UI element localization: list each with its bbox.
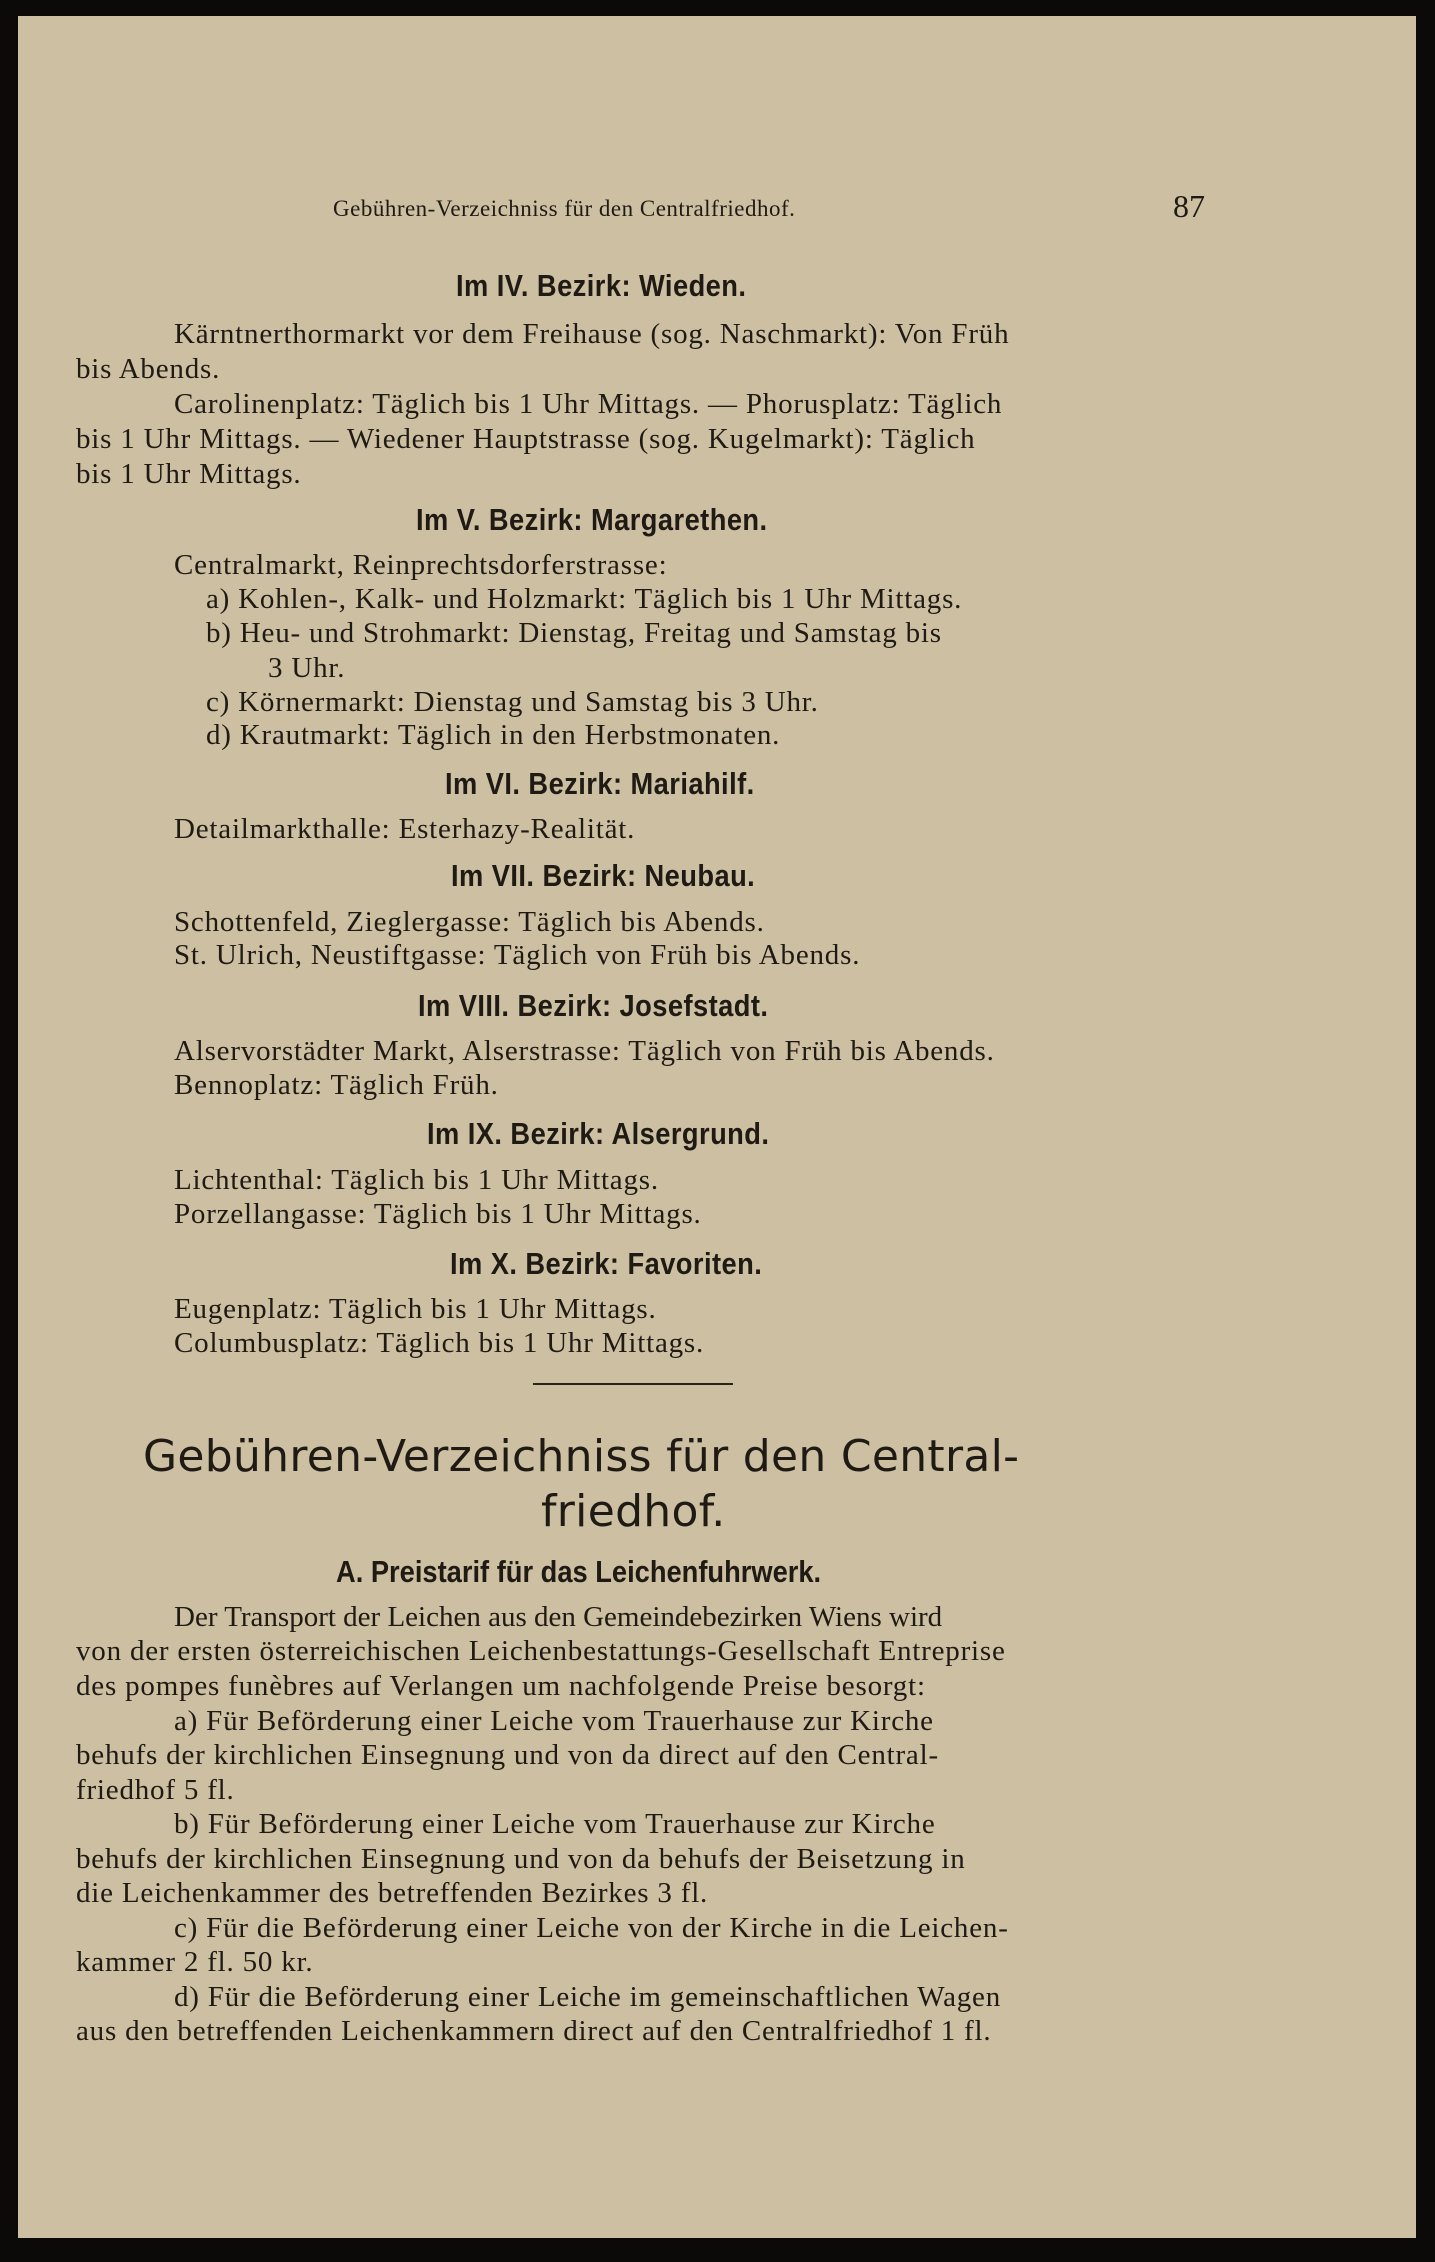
section-line-4: a) Für Beförderung einer Leiche vom Trauerhause zur Kirche (174, 1705, 934, 1737)
district-heading-v: Im V. Bezirk: Margarethen. (416, 502, 768, 537)
district-heading-vii: Im VII. Bezirk: Neubau. (451, 858, 756, 893)
divider-rule (533, 1383, 733, 1385)
district-v-line-4: 3 Uhr. (268, 652, 346, 684)
district-viii-line-1: Alservorstädter Markt, Alserstrasse: Täglich von Früh bis Abends. (174, 1035, 995, 1067)
running-title: Gebühren-Verzeichniss für den Centralfriedhof. (333, 196, 796, 221)
district-heading-vi: Im VI. Bezirk: Mariahilf. (445, 766, 755, 801)
section-line-9: die Leichenkammer des betreffenden Bezirkes 3 fl. (76, 1877, 709, 1909)
section-line-11: kammer 2 fl. 50 kr. (76, 1946, 314, 1978)
section-line-6: friedhof 5 fl. (76, 1774, 235, 1806)
district-v-line-1: Centralmarkt, Reinprechtsdorferstrasse: (174, 549, 668, 581)
section-title-line-2: friedhof. (541, 1486, 726, 1537)
district-v-line-6: d) Krautmarkt: Täglich in den Herbstmonaten. (206, 719, 781, 751)
district-vi-line-1: Detailmarkthalle: Esterhazy-Realität. (174, 813, 636, 845)
section-subheading: A. Preistarif für das Leichenfuhrwerk. (336, 1554, 822, 1589)
district-v-line-5: c) Körnermarkt: Dienstag und Samstag bis 3 Uhr. (206, 686, 819, 718)
district-x-line-1: Eugenplatz: Täglich bis 1 Uhr Mittags. (174, 1293, 657, 1325)
district-heading-ix: Im IX. Bezirk: Alsergrund. (427, 1116, 770, 1151)
section-line-10: c) Für die Beförderung einer Leiche von der Kirche in die Leichen- (174, 1912, 1009, 1944)
district-heading-viii: Im VIII. Bezirk: Josefstadt. (418, 988, 769, 1023)
section-line-8: behufs der kirchlichen Einsegnung und von da behufs der Beisetzung in (76, 1843, 966, 1875)
district-heading-x: Im X. Bezirk: Favoriten. (450, 1246, 763, 1281)
district-vii-line-2: St. Ulrich, Neustiftgasse: Täglich von Früh bis Abends. (174, 939, 861, 971)
district-ix-line-2: Porzellangasse: Täglich bis 1 Uhr Mittags. (174, 1198, 702, 1230)
district-iv-line-1: Kärntnerthormarkt vor dem Freihause (sog. Naschmarkt): Von Früh (174, 318, 1010, 350)
district-v-line-3: b) Heu- und Strohmarkt: Dienstag, Freitag und Samstag bis (206, 617, 942, 649)
section-line-5: behufs der kirchlichen Einsegnung und von da direct auf den Central- (76, 1739, 939, 1771)
district-vii-line-1: Schottenfeld, Zieglergasse: Täglich bis Abends. (174, 906, 765, 938)
section-title-line-1: Gebühren-Verzeichniss für den Central- (143, 1431, 1020, 1482)
book-page (18, 16, 1416, 2238)
section-line-1: Der Transport der Leichen aus den Gemeindebezirken Wiens wird (174, 1601, 943, 1633)
district-v-line-2: a) Kohlen-, Kalk- und Holzmarkt: Täglich bis 1 Uhr Mittags. (206, 583, 963, 615)
section-line-13: aus den betreffenden Leichenkammern direct auf den Centralfriedhof 1 fl. (76, 2015, 992, 2047)
district-iv-line-4: bis 1 Uhr Mittags. — Wiedener Hauptstrasse (sog. Kugelmarkt): Täglich (76, 423, 976, 455)
district-heading-iv: Im IV. Bezirk: Wieden. (456, 268, 747, 303)
district-iv-line-5: bis 1 Uhr Mittags. (76, 458, 302, 490)
district-iv-line-3: Carolinenplatz: Täglich bis 1 Uhr Mittags. — Phorusplatz: Täglich (174, 388, 1003, 420)
district-ix-line-1: Lichtenthal: Täglich bis 1 Uhr Mittags. (174, 1164, 659, 1196)
section-line-12: d) Für die Beförderung einer Leiche im gemeinschaftlichen Wagen (174, 1981, 1002, 2013)
section-line-3: des pompes funèbres auf Verlangen um nachfolgende Preise besorgt: (76, 1670, 926, 1702)
district-viii-line-2: Bennoplatz: Täglich Früh. (174, 1069, 499, 1101)
page-number: 87 (1173, 188, 1205, 224)
section-line-7: b) Für Beförderung einer Leiche vom Trauerhause zur Kirche (174, 1808, 936, 1840)
section-line-2: von der ersten österreichischen Leichenbestattungs-Gesellschaft Entreprise (76, 1635, 1006, 1667)
district-x-line-2: Columbusplatz: Täglich bis 1 Uhr Mittags. (174, 1327, 705, 1359)
district-iv-line-2: bis Abends. (76, 353, 221, 385)
